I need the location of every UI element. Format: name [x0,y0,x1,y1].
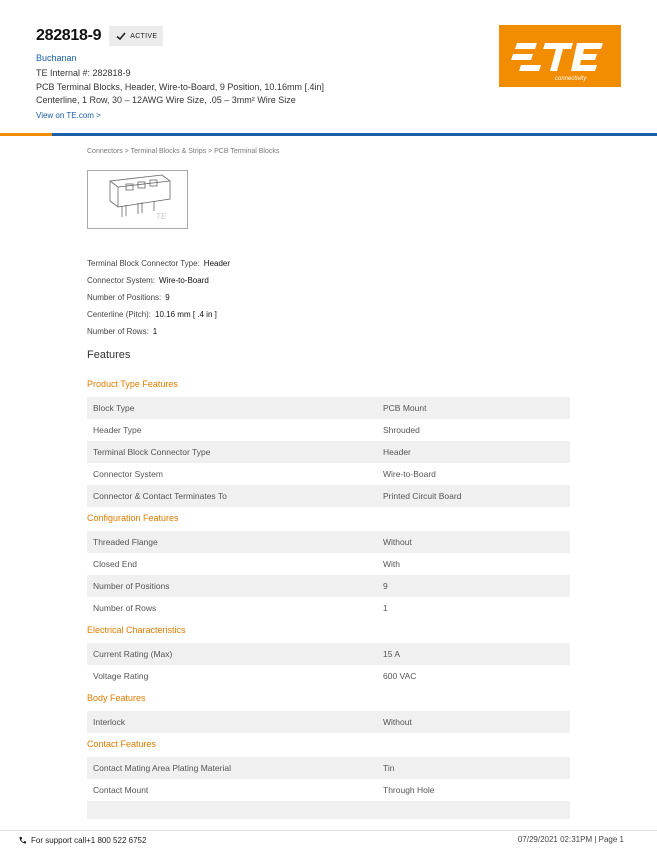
spec-label: Number of Rows: [87,327,149,336]
date-page: 07/29/2021 02:31PM | Page 1 [517,835,624,844]
section-title: Configuration Features [87,513,179,523]
table-row [87,419,570,441]
table-row [87,485,570,507]
breadcrumb-connectors[interactable]: Connectors [87,148,123,155]
spec-row [87,274,230,291]
row-value: PCB Mount [383,403,427,413]
header-rule-blue [52,133,657,136]
row-name: Current Rating (Max) [93,649,173,659]
header-rule-orange [0,133,52,136]
breadcrumb-sep: > [122,148,131,155]
row-value: 1 [383,603,388,613]
table-row [87,665,570,687]
internal-number: TE Internal #: 282818-9 [36,68,131,78]
section-title: Contact Features [87,739,157,749]
row-value: Shrouded [383,425,420,435]
table-row [87,553,570,575]
breadcrumb-terminal-blocks[interactable]: Terminal Blocks & Strips [130,148,207,155]
section-title: Body Features [87,693,146,703]
table-row [87,711,570,733]
table-row [87,597,570,619]
row-value: With [383,559,400,569]
support-text: For support call+1 800 522 6752 [31,836,147,845]
row-name: Closed End [93,559,137,569]
row-name: Threaded Flange [93,537,158,547]
status-badge [109,26,163,46]
phone-icon [18,836,27,845]
row-value: Without [383,717,412,727]
te-logo-icon [499,25,621,87]
checkmark-icon [115,30,127,42]
spec-value: Header [203,259,231,268]
brand-name: Buchanan [36,53,77,63]
logo-sub: connectivity [555,76,587,82]
product-image [87,170,188,229]
table-row [87,397,570,419]
row-name: Block Type [93,403,135,413]
status-text: ACTIVE [130,32,158,40]
spec-value: 1 [152,327,158,336]
footer-divider [0,830,657,831]
support-line [18,836,146,845]
section-title: Electrical Characteristics [87,625,186,635]
part-number: 282818-9 [36,27,102,44]
row-name: Number of Rows [93,603,157,613]
view-on-te-link[interactable]: View on TE.com > [36,111,101,120]
table-row [87,575,570,597]
spec-value: Wire-to-Board [159,276,209,285]
section-title: Product Type Features [87,379,178,389]
header [0,0,657,135]
row-value: Without [383,537,412,547]
spec-value: 10.16 mm [ .4 in ] [155,310,217,319]
title-row [36,26,163,46]
row-value: 15 A [383,649,401,659]
breadcrumb-pcb-terminal-blocks[interactable]: PCB Terminal Blocks [214,148,280,155]
row-value: Wire-to-Board [383,469,436,479]
breadcrumb-sep: > [206,148,215,155]
row-name: Contact Mating Area Plating Material [93,763,231,773]
features-heading: Features [87,349,131,361]
table-row [87,779,570,801]
spec-row [87,308,230,325]
table-row [87,441,570,463]
spec-label: Centerline (Pitch): [87,310,152,319]
row-value: Tin [383,763,395,773]
spec-row [87,257,230,274]
product-drawing-icon [88,171,187,228]
breadcrumb [87,148,279,155]
row-name: Voltage Rating [93,671,149,681]
row-name: Terminal Block Connector Type [93,447,211,457]
row-name: Number of Positions [93,581,170,591]
row-value: 600 VAC [383,671,417,681]
image-watermark: TE [156,212,167,221]
row-value: Header [383,447,411,457]
table-row [87,643,570,665]
feature-sections [87,373,570,819]
spec-label: Number of Positions: [87,293,162,302]
row-name: Connector & Contact Terminates To [93,491,227,501]
row-name: Interlock [93,717,126,727]
table-row [87,801,570,819]
row-name: Contact Mount [93,785,149,795]
row-value: Printed Circuit Board [383,491,462,501]
table-row [87,463,570,485]
spec-row [87,291,230,308]
spec-row [87,325,230,342]
table-row [87,757,570,779]
spec-label: Connector System: [87,276,156,285]
row-value: 9 [383,581,388,591]
row-name: Header Type [93,425,142,435]
te-logo [499,25,621,87]
row-value: Through Hole [383,785,435,795]
product-description: PCB Terminal Blocks, Header, Wire-to-Board, 9 Position, 10.16mm [.4in] Centerline, 1 Row, 30 – 12AWG Wire Size, .05 – 3mm² Wire Size [36,82,324,105]
spec-label: Terminal Block Connector Type: [87,259,200,268]
row-name: Connector System [93,469,163,479]
spec-value: 9 [165,293,170,302]
table-row [87,531,570,553]
key-specs [87,257,230,342]
